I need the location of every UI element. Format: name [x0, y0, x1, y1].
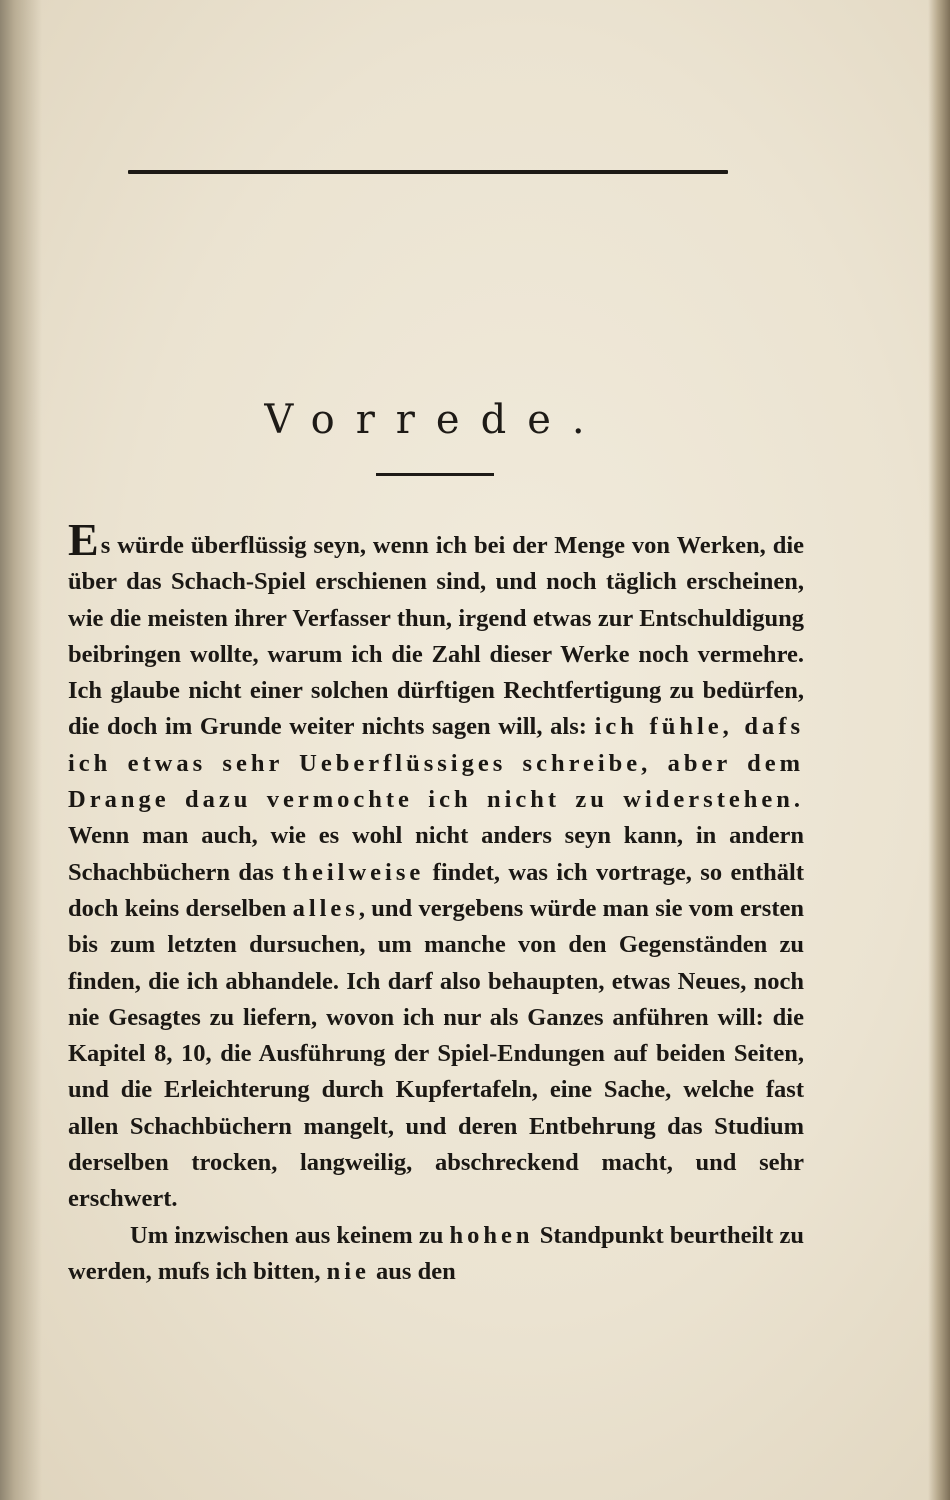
- page-title: Vorrede.: [264, 397, 606, 443]
- preface-body: [68, 514, 805, 1290]
- text-segment: s würde überflüssig seyn, wenn ich bei der Menge von Werken, die über das Schach-Spiel erschienen sind, und noch täglich erscheinen, wie die meisten ihrer Verfasser thun, irgend etwas zur Entschuldigung beibringen wollte, warum ich die Zahl dieser Werke noch vermehre. Ich glaube nicht einer solchen dürftigen Rechtfertigung zu bedürfen, die doch im Grunde weiter nichts sagen will, als:: [68, 532, 804, 741]
- page-edge: [928, 0, 950, 1500]
- paragraph-1: [68, 514, 805, 1218]
- header-rule: [128, 170, 728, 174]
- text-segment: aus den: [369, 1257, 456, 1285]
- text-segment: Standpunkt beurtheilt zu werden, mufs ich bitten,: [68, 1221, 804, 1285]
- emphasis-segment: alles: [292, 894, 359, 922]
- emphasis-segment: theilweise: [282, 858, 425, 886]
- title-underline: [376, 473, 494, 476]
- emphasis-segment: hohen: [449, 1221, 534, 1249]
- text-segment: Wenn man auch, wie es wohl nicht anders seyn kann, in andern Schachbüchern das: [68, 822, 804, 886]
- spine-shadow: [0, 0, 42, 1500]
- text-segment: Um inzwischen aus keinem zu: [130, 1221, 450, 1249]
- emphasis-segment: ich fühle, dafs ich etwas sehr Ueberflüssiges schreibe, aber dem Drange dazu vermochte ich nicht zu widerstehen.: [68, 713, 805, 814]
- text-segment: , und vergebens würde man sie vom ersten bis zum letzten dursuchen, um manche von den Gegenständen zu finden, die ich abhandele. Ich darf also behaupten, etwas Neues, noch nie Gesagtes zu liefern, wovon ich nur als Ganzes anführen will: die Kapitel 8, 10, die Ausführung der Spiel-Endungen auf beiden Seiten, und die Erleichterung durch Kupfertafeln, eine Sache, welche fast allen Schachbüchern mangelt, und deren Entbehrung das Studium derselben trocken, langweilig, abschreckend macht, und sehr erschwert.: [68, 894, 804, 1213]
- drop-cap: E: [68, 514, 99, 565]
- paragraph-2: [68, 1218, 804, 1291]
- emphasis-segment: nie: [326, 1257, 370, 1285]
- text-segment: findet, was ich vortrage, so enthält doch keins derselben: [68, 858, 804, 922]
